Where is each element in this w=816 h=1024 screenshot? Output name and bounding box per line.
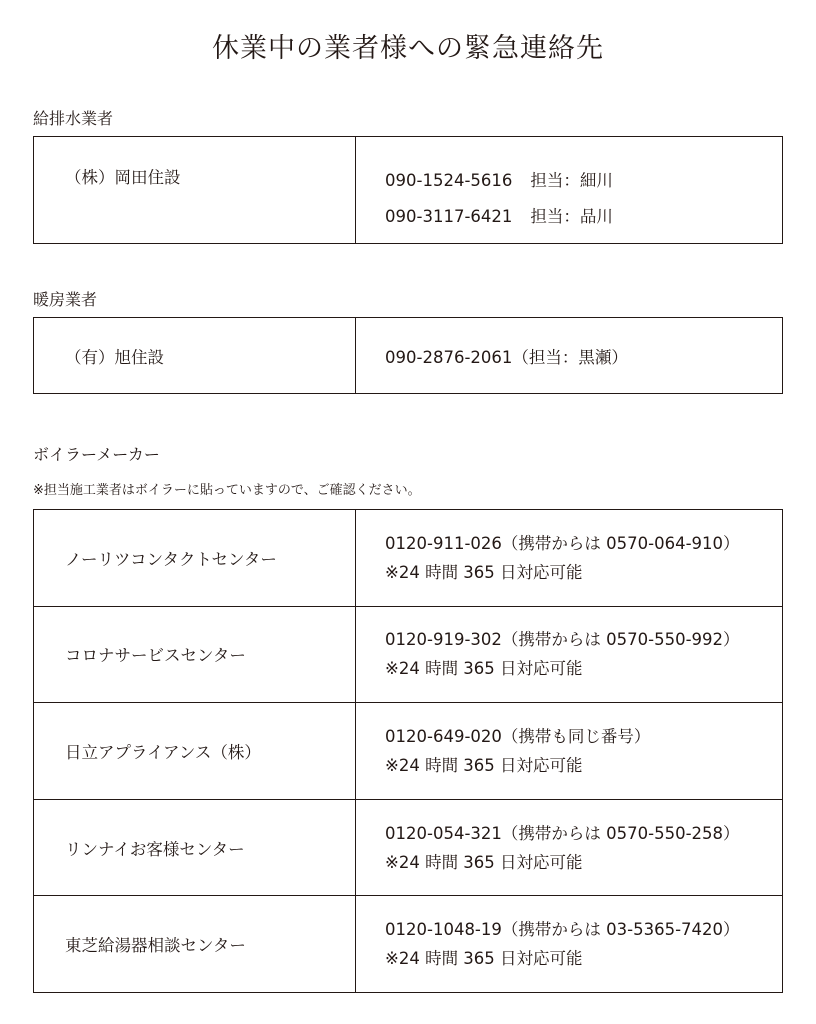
service-hours: ※24 時間 365 日対応可能 bbox=[385, 852, 583, 872]
maker-cell bbox=[34, 896, 356, 993]
maker-cell bbox=[34, 799, 356, 896]
section-note: ※担当施工業者はボイラーに貼っていますので、ご確認ください。 bbox=[33, 483, 421, 498]
phone-number[interactable]: 090-3117-6421 bbox=[385, 207, 513, 226]
phone-number[interactable]: 0120-054-321（携帯からは 0570-550-258） bbox=[385, 823, 740, 843]
service-hours: ※24 時間 365 日対応可能 bbox=[385, 562, 583, 582]
service-hours: ※24 時間 365 日対応可能 bbox=[385, 755, 583, 775]
section-heading-plumbing: 給排水業者 bbox=[33, 109, 114, 128]
phone-cell bbox=[356, 606, 783, 703]
company-cell bbox=[34, 318, 356, 394]
phone-cell bbox=[356, 799, 783, 896]
maker-name: 東芝給湯器相談センター bbox=[65, 936, 246, 956]
table-row bbox=[34, 606, 783, 703]
phone-cell bbox=[356, 137, 783, 244]
table-row bbox=[34, 799, 783, 896]
maker-name: ノーリツコンタクトセンター bbox=[65, 549, 277, 569]
company-name: （株）岡田住設 bbox=[65, 168, 181, 187]
boiler-table bbox=[33, 509, 783, 993]
table-row bbox=[34, 703, 783, 800]
maker-cell bbox=[34, 606, 356, 703]
service-hours: ※24 時間 365 日対応可能 bbox=[385, 949, 583, 969]
maker-name: 日立アプライアンス（株） bbox=[65, 742, 261, 762]
phone-number[interactable]: 0120-919-302（携帯からは 0570-550-992） bbox=[385, 630, 740, 650]
phone-cell bbox=[356, 703, 783, 800]
phone-cell bbox=[356, 510, 783, 607]
phone-number[interactable]: 0120-911-026（携帯からは 0570-064-910） bbox=[385, 533, 740, 553]
maker-cell bbox=[34, 703, 356, 800]
phone-number[interactable]: 0120-1048-19（携帯からは 03-5365-7420） bbox=[385, 920, 740, 940]
phone-number[interactable]: 090-2876-2061（担当：黒瀬） bbox=[385, 347, 628, 367]
company-name: （有）旭住設 bbox=[65, 347, 164, 367]
phone-number[interactable]: 090-1524-5616 bbox=[385, 171, 513, 190]
heating-table bbox=[33, 317, 783, 394]
phone-number[interactable]: 0120-649-020（携帯も同じ番号） bbox=[385, 726, 651, 746]
company-cell bbox=[34, 137, 356, 244]
plumbing-table bbox=[33, 136, 783, 244]
section-heading-boiler: ボイラーメーカー bbox=[33, 445, 160, 464]
maker-cell bbox=[34, 510, 356, 607]
contact-line bbox=[385, 199, 782, 235]
table-row bbox=[34, 137, 783, 244]
section-heading-heating: 暖房業者 bbox=[33, 290, 98, 309]
table-row bbox=[34, 896, 783, 993]
contact-person: 担当：品川 bbox=[530, 207, 613, 226]
maker-name: コロナサービスセンター bbox=[65, 646, 246, 666]
phone-cell bbox=[356, 318, 783, 394]
page-title: 休業中の業者様への緊急連絡先 bbox=[212, 33, 604, 64]
maker-name: リンナイお客様センター bbox=[65, 839, 245, 859]
service-hours: ※24 時間 365 日対応可能 bbox=[385, 659, 583, 679]
table-row bbox=[34, 510, 783, 607]
contact-line bbox=[385, 163, 782, 199]
table-row bbox=[34, 318, 783, 394]
contact-person: 担当：細川 bbox=[530, 171, 613, 190]
phone-cell bbox=[356, 896, 783, 993]
